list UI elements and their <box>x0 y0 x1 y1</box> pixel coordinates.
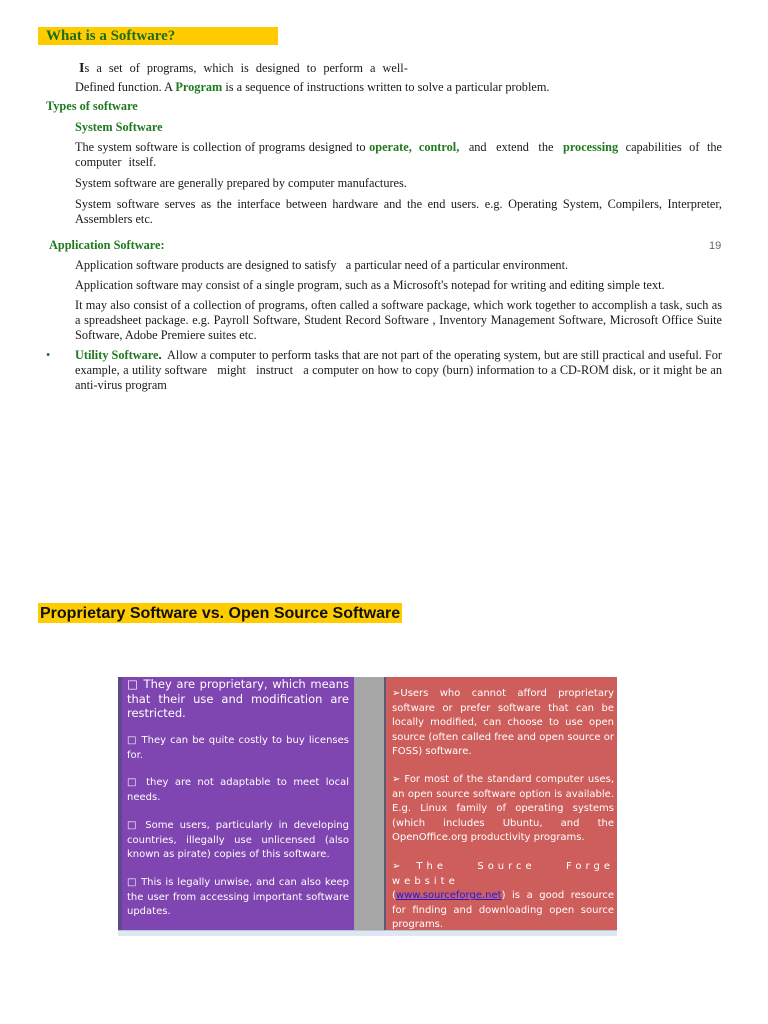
term-control: control, <box>418 140 460 154</box>
sourceforge-link[interactable]: www.sourceforge.net <box>395 890 502 901</box>
open-source-item-2: ➢ For most of the standard computer uses, an open source software option is available. E.g. Linux family of operating systems (which includes Ubuntu, and the OpenOffice.org productivity programs. <box>392 774 614 843</box>
proprietary-item-5: □ This is legally unwise, and can also keep the user from accessing important software updates. <box>127 877 349 917</box>
utility-dot: . <box>158 348 162 362</box>
proprietary-item-3: □ they are not adaptable to meet local needs. <box>127 777 349 803</box>
proprietary-item-2: □ They can be quite costly to buy licenses for. <box>127 735 349 761</box>
application-paragraph-3: It may also consist of a collection of programs, often called a software package, which work together to accomplish a task, such as a spreadsheet package. e.g. Payroll Software, Student Record Software , Inventory Management Software, Microsoft Office Suite Software, Adobe Premiere suites etc. <box>75 298 722 342</box>
utility-paragraph <box>75 348 726 393</box>
sourceforge-spaced-text: The Source Forge website <box>392 861 614 887</box>
sys-text-c: capabilities of the computer itself. <box>75 140 722 169</box>
sourceforge-rest: ) is a good resource for finding and downloading open source programs. <box>392 890 614 930</box>
sys-text-a: The system software is collection of programs designed to <box>75 140 370 154</box>
utility-text: Allow a computer to perform tasks that are not part of the operating system, but are still practical and useful. For example, a utility software might instruct a computer on how to copy (burn) information to a CD-ROM disk, or it might be an anti-virus program <box>75 348 726 392</box>
program-term: Program <box>175 80 223 94</box>
drop-letter: I <box>79 61 85 76</box>
system-paragraph-2: System software are generally prepared by computer manufactures. <box>75 176 407 190</box>
proprietary-item-1: □ They are proprietary, which means that their use and modification are restricted. <box>127 677 349 720</box>
sys-text-b: and extend the <box>459 140 563 154</box>
application-paragraph-2: Application software may consist of a single program, such as a Microsoft's notepad for writing and editing simple text. <box>75 278 665 292</box>
utility-heading: Utility Software <box>75 348 159 362</box>
system-paragraph-3: System software serves as the interface between hardware and the end users. e.g. Operating System, Compilers, Interpreter, Assemblers etc. <box>75 197 722 226</box>
open-source-panel <box>386 677 617 930</box>
utility-bullet: • <box>46 348 51 362</box>
system-paragraph-1 <box>75 140 722 170</box>
page-number: 19 <box>709 240 722 252</box>
arrow-icon: ➢ <box>392 861 401 872</box>
open-source-item-3 <box>392 860 614 933</box>
system-software-heading: System Software <box>75 120 163 134</box>
term-operate: operate, <box>369 140 412 154</box>
comparison-title: Proprietary Software vs. Open Source Software <box>40 605 401 622</box>
types-heading: Types of software <box>46 99 138 113</box>
section-title: What is a Software? <box>38 27 278 45</box>
intro-text-2b: is a sequence of instructions written to solve a particular problem. <box>222 80 550 94</box>
slide-status-bar <box>118 930 617 936</box>
intro-text-1: s a set of programs, which is designed to perform a well- <box>84 61 408 75</box>
term-processing: processing <box>562 140 619 154</box>
intro-line-1 <box>79 61 459 76</box>
paren-open: ( <box>392 890 396 901</box>
proprietary-panel <box>118 677 354 930</box>
proprietary-item-4: □ Some users, particularly in developing countries, illegally use unlicensed (also known as pirate) copies of this software. <box>127 820 349 860</box>
application-paragraph-1: Application software products are designed to satisfy a particular need of a particular environment. <box>75 258 569 272</box>
comparison-slide-image <box>118 677 617 936</box>
panel-edge <box>118 677 122 930</box>
open-source-item-1: ➢Users who cannot afford proprietary software or prefer software that can be locally modified, can choose to use open source (often called free and open source or FOSS) software. <box>392 688 614 757</box>
application-software-heading: Application Software: <box>49 238 165 252</box>
intro-text-2a: Defined function. A <box>75 80 176 94</box>
intro-line-2 <box>75 80 735 95</box>
